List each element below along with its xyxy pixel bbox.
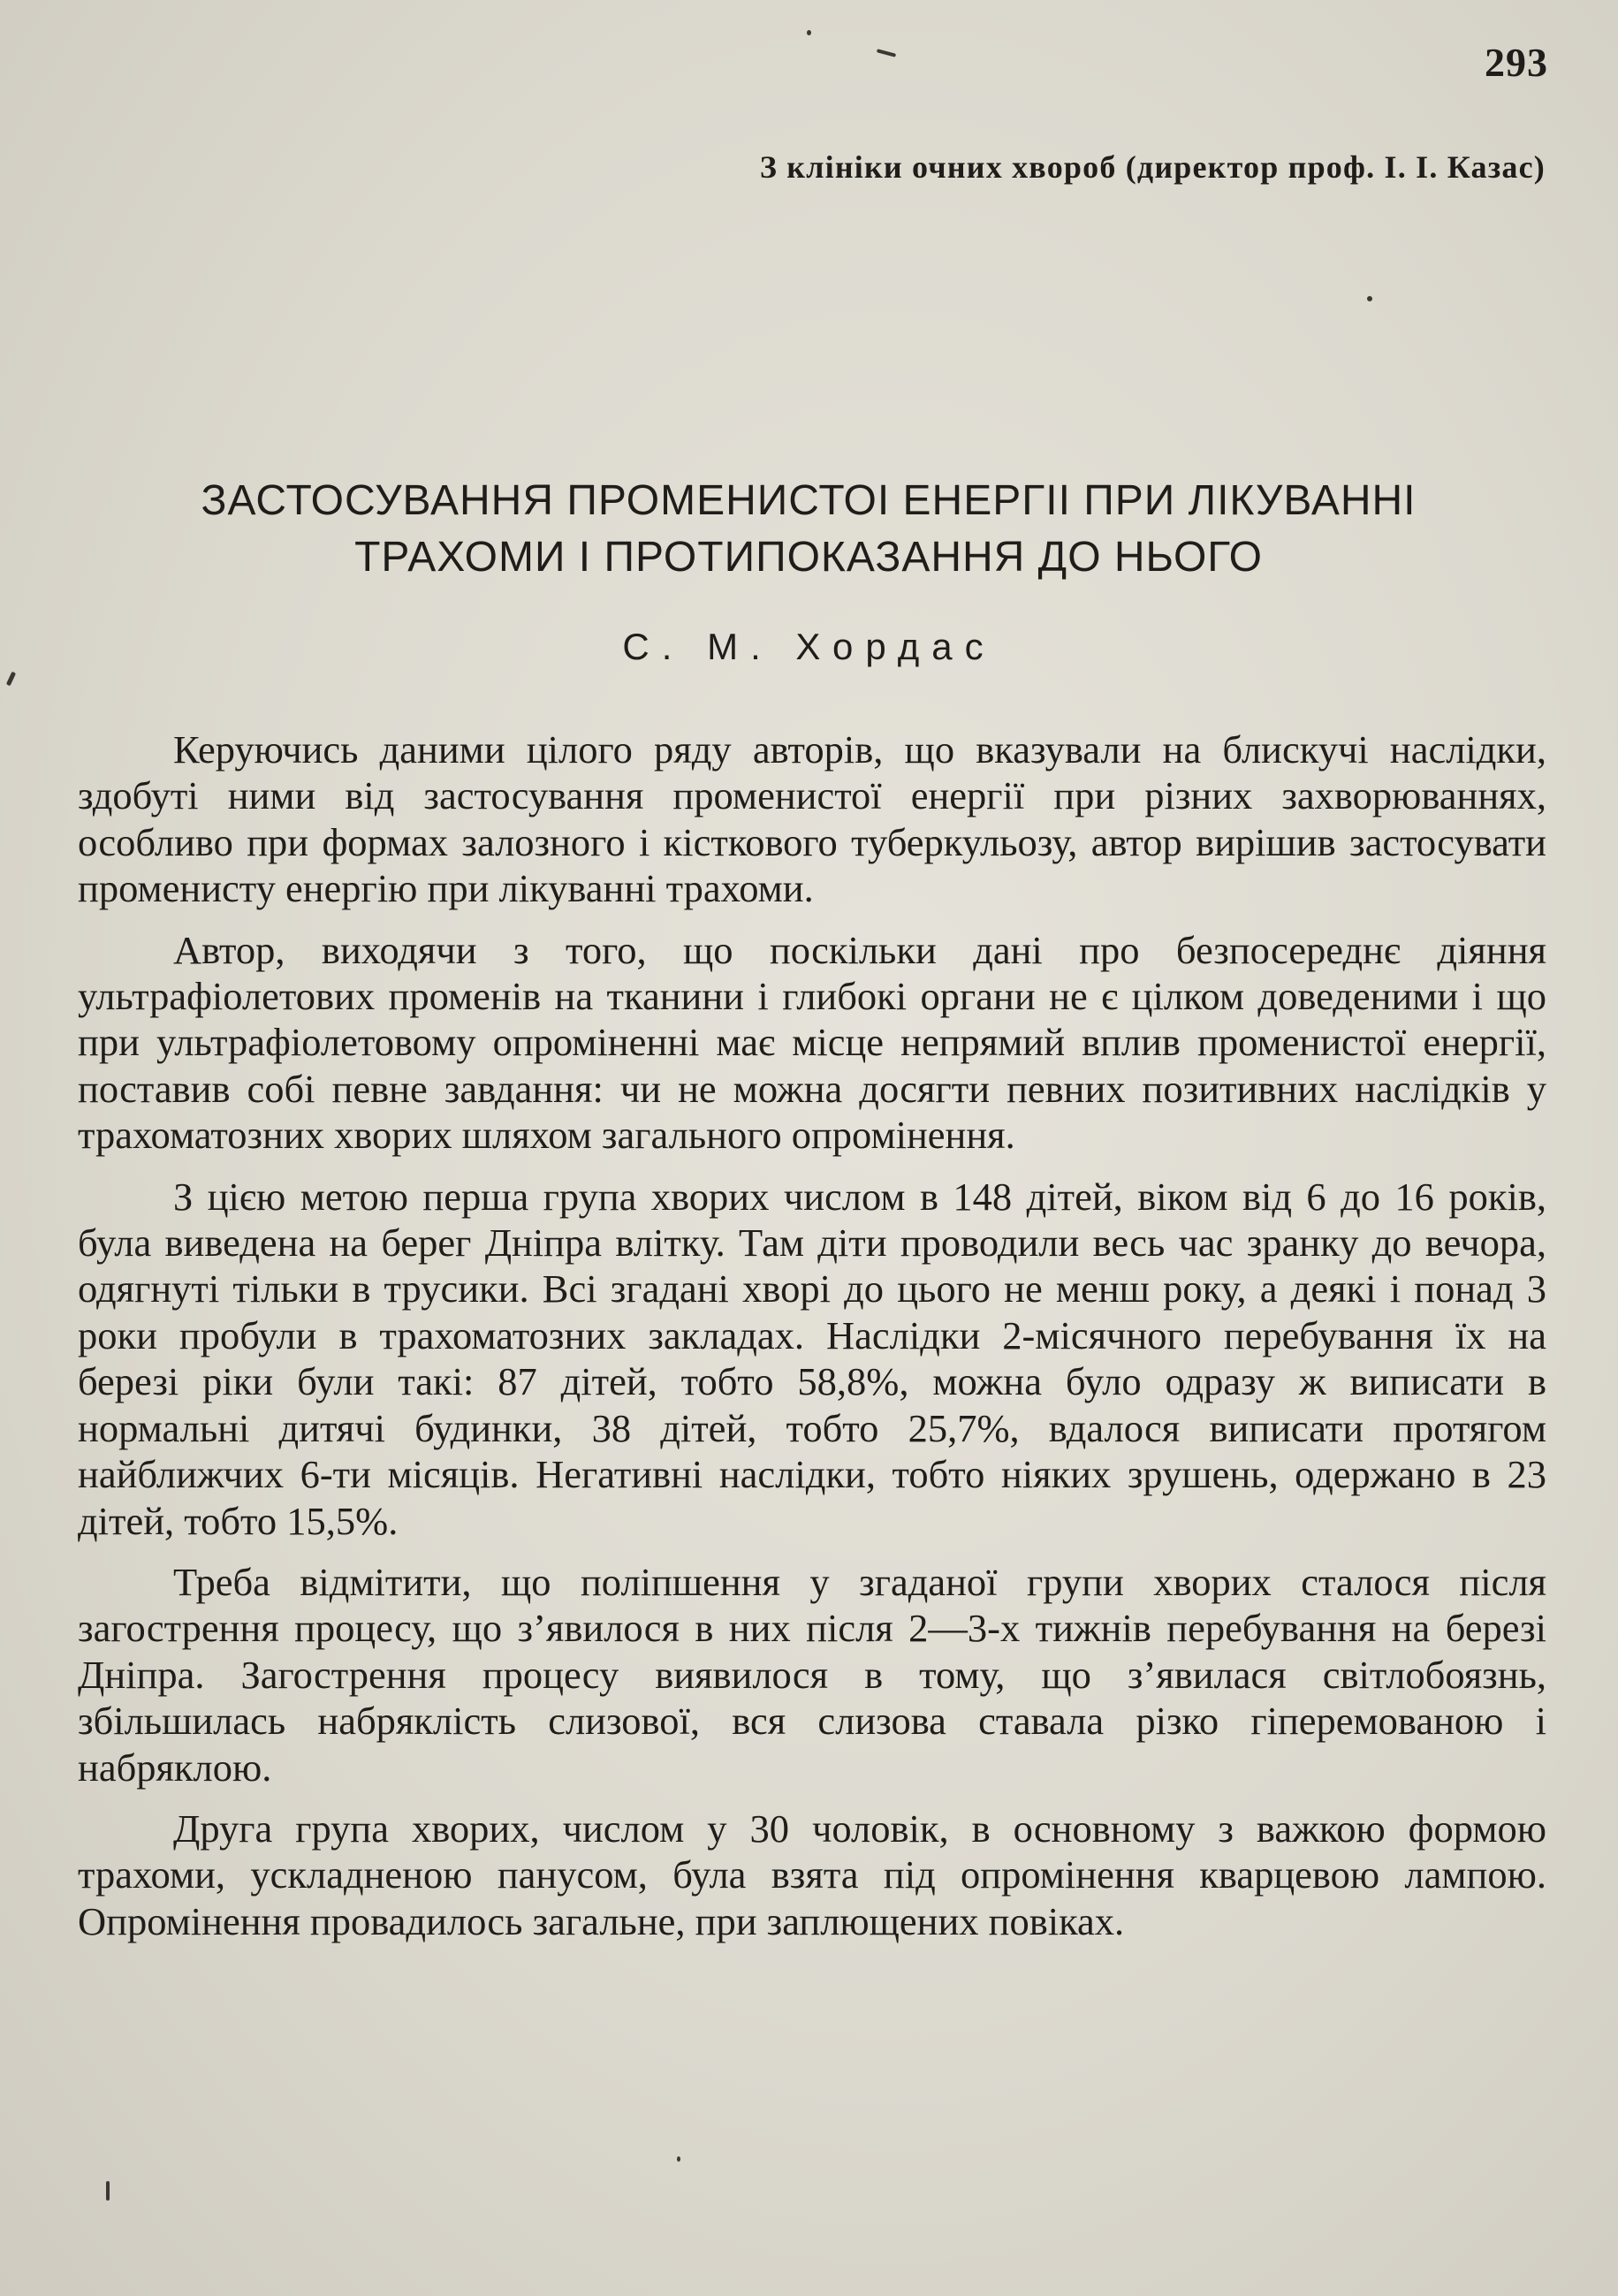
scan-speck	[1367, 296, 1372, 301]
scan-speck	[807, 30, 811, 35]
scan-speck	[106, 2181, 110, 2201]
paragraph-3: З цією метою перша група хворих числом в 148 дітей, віком від 6 до 16 років, була виведена на берег Дніпра влітку. Там діти проводили весь час зранку до вечора, одягнуті тільки в трусики. Всі згадані хворі до цього не менш року, а деякі і понад 3 роки пробули в трахоматозних закладах. Наслідки 2-місячного перебування їх на березі ріки були такі: 87 дітей, тобто 58,8%, можна було одразу ж виписати в нормальні дитячі будинки, 38 дітей, тобто 25,7%, вдалося виписати протягом найближчих 6-ти місяців. Негативні наслідки, тобто ніяких зрушень, одержано в 23 дітей, тобто 15,5%.	[78, 1174, 1546, 1543]
paragraph-1: Керуючись даними цілого ряду авторів, що вказували на блискучі наслідки, здобуті ними від застосування променистої енергії при різних захворюваннях, особливо при формах залозного і кісткового туберкульозу, автор вирішив застосувати променисту енергію при лікуванні трахоми.	[78, 727, 1546, 911]
scan-speck	[877, 49, 896, 57]
paragraph-2: Автор, виходячи з того, що поскільки дані про безпосереднє діяння ультрафіолетових променів на тканини і глибокі органи не є цілком доведеними і що при ультрафіолетовому опроміненні має місце непрямий вплив променистої енергії, поставив собі певне завдання: чи не можна досягти певних позитивних наслідків у трахоматозних хворих шляхом загального опромінення.	[78, 927, 1546, 1158]
article-title	[88, 473, 1529, 586]
paragraph-4: Треба відмітити, що поліпшення у згаданої групи хворих сталося після загострення процесу, що з’явилося в них після 2—3-х тижнів перебування на березі Дніпра. Загострення процесу виявилося в тому, що з’явилася світлобоязнь, збільшилась набряклість слизової, вся слизова ставала різко гіперемованою і набряклою.	[78, 1559, 1546, 1790]
author-name: С. М. Хордас	[622, 626, 996, 667]
page-number: 293	[1485, 40, 1548, 85]
article-title-line-1: ЗАСТОСУВАННЯ ПРОМЕНИСТОІ ЕНЕРГІІ ПРИ ЛІКУВАННІ	[201, 477, 1417, 524]
clinic-header: З клініки очних хвороб (директор проф. І. І. Казас)	[759, 149, 1546, 185]
scan-speck	[6, 672, 16, 687]
paragraph-5: Друга група хворих, числом у 30 чоловік, в основному з важкою формою трахоми, ускладненою панусом, була взята під опромінення кварцевою лампою. Опромінення провадилось загальне, при заплющених повіках.	[78, 1806, 1546, 1943]
article-body	[78, 726, 1546, 1959]
scan-speck	[677, 2156, 680, 2162]
article-title-line-2: ТРАХОМИ І ПРОТИПОКАЗАННЯ ДО НЬОГО	[354, 534, 1263, 581]
